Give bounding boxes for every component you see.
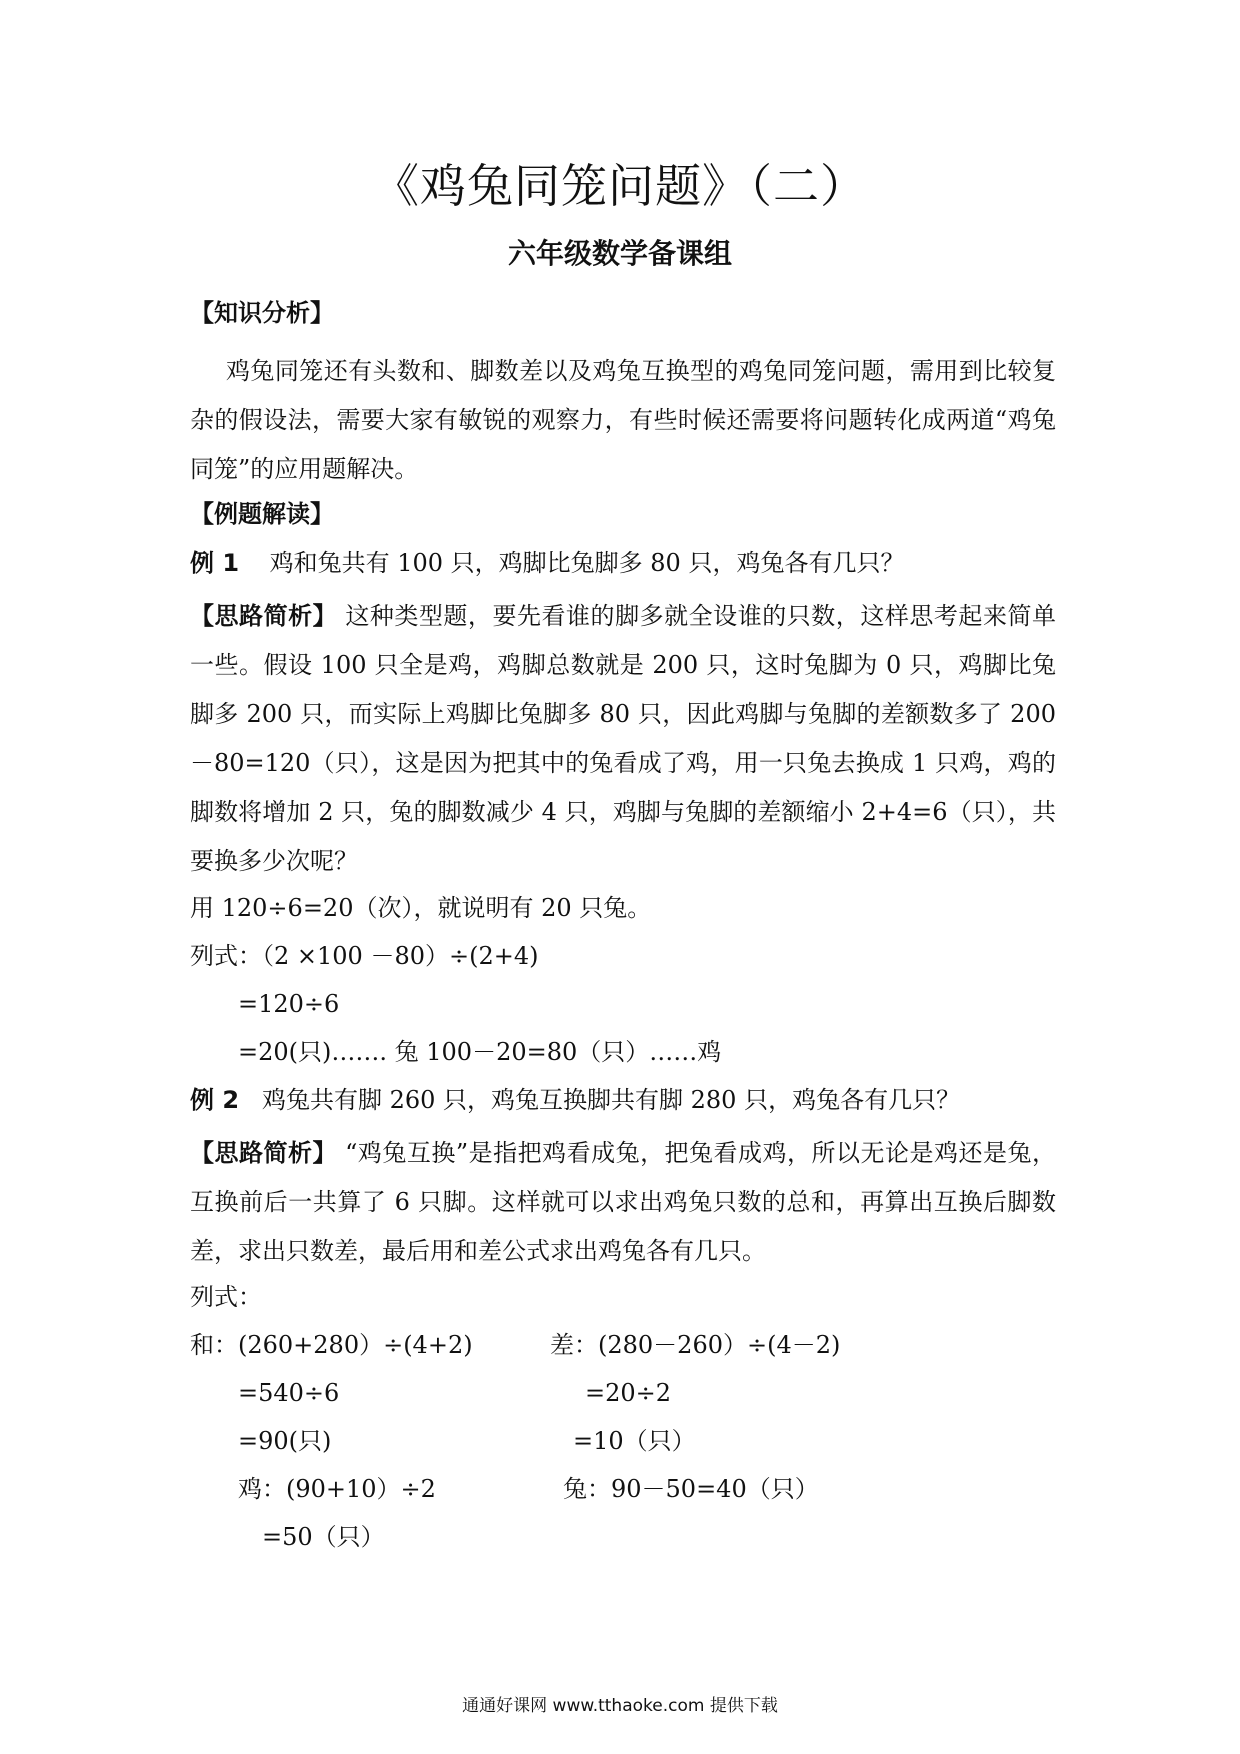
sum-step-2: =90(只) xyxy=(238,1427,332,1455)
sum-step-1: =540÷6 xyxy=(238,1379,340,1407)
example-1-label: 例 1 xyxy=(190,549,240,577)
example-2-question-line xyxy=(190,1085,960,1115)
chicken-formula: 鸡：(90+10）÷2 xyxy=(238,1475,436,1503)
rabbit-formula: 兔：90－50=40（只） xyxy=(563,1475,819,1503)
sum-formula: 和：(260+280）÷(4+2) xyxy=(190,1331,473,1359)
example-2-analysis-text: “鸡兔互换”是指把鸡看成兔，把兔看成鸡，所以无论是鸡还是兔，互换前后一共算了 6 只脚。这样就可以求出鸡兔只数的总和，再算出互换后脚数差，求出只数差，最后用和差公式求出鸡兔各有几只。 xyxy=(190,1139,1056,1265)
knowledge-paragraph: 鸡兔同笼还有头数和、脚数差以及鸡兔互换型的鸡兔同笼问题，需用到比较复杂的假设法，需要大家有敏锐的观察力，有些时候还需要将问题转化成两道“鸡兔同笼”的应用题解决。 xyxy=(190,357,1056,483)
example-1-formula-label: 列式： xyxy=(190,942,262,970)
example-1-analysis-label: 【思路简析】 xyxy=(190,602,338,630)
page-footer: 通通好课网 www.tthaoke.com 提供下载 xyxy=(462,1696,778,1716)
chicken-result: =50（只） xyxy=(262,1523,385,1551)
page-title: 《鸡兔同笼问题》（二） xyxy=(373,159,867,213)
example-1-step-1: =120÷6 xyxy=(238,990,340,1018)
example-2-formula-label: 列式： xyxy=(190,1283,262,1311)
difference-step-2: =10（只） xyxy=(573,1427,696,1455)
example-1-formula: （2 ×100 －80）÷(2+4) xyxy=(262,942,539,970)
example-2-analysis-label: 【思路简析】 xyxy=(190,1139,337,1167)
example-1-step-2: =20(只)……. 兔 100－20=80（只）……鸡 xyxy=(238,1038,722,1066)
difference-formula: 差：(280－260）÷(4－2) xyxy=(550,1331,841,1359)
example-1-question: 鸡和兔共有 100 只，鸡脚比兔脚多 80 只，鸡兔各有几只？ xyxy=(269,549,905,577)
knowledge-heading: 【知识分析】 xyxy=(190,299,334,327)
example-1-formula-line xyxy=(190,941,538,971)
example-2-label: 例 2 xyxy=(190,1086,240,1114)
difference-step-1: =20÷2 xyxy=(585,1379,672,1407)
examples-heading: 【例题解读】 xyxy=(190,500,334,528)
page-subtitle: 六年级数学备课组 xyxy=(507,237,732,270)
example-1-question-line xyxy=(190,548,904,578)
example-1-analysis-text: 这种类型题，要先看谁的脚多就全设谁的只数，这样思考起来简单一些。假设 100 只全是鸡，鸡脚总数就是 200 只，这时兔脚为 0 只，鸡脚比兔脚多 200 只，而实际上鸡脚比兔脚多 80 只，因此鸡脚与兔脚的差额数多了 200－80=120（只），这是因为把其中的兔看成了鸡，用一只兔去换成 1 只鸡，鸡的脚数将增加 2 只，兔的脚数减少 4 只，鸡脚与兔脚的差额缩小 2+4=6（只），共要换多少次呢？ xyxy=(190,602,1056,875)
example-1-conclusion: 用 120÷6=20（次），就说明有 20 只兔。 xyxy=(190,894,652,922)
example-2-analysis xyxy=(190,1129,1056,1276)
example-1-analysis xyxy=(190,592,1056,886)
example-2-question: 鸡兔共有脚 260 只，鸡兔互换脚共有脚 280 只，鸡兔各有几只？ xyxy=(261,1086,961,1114)
